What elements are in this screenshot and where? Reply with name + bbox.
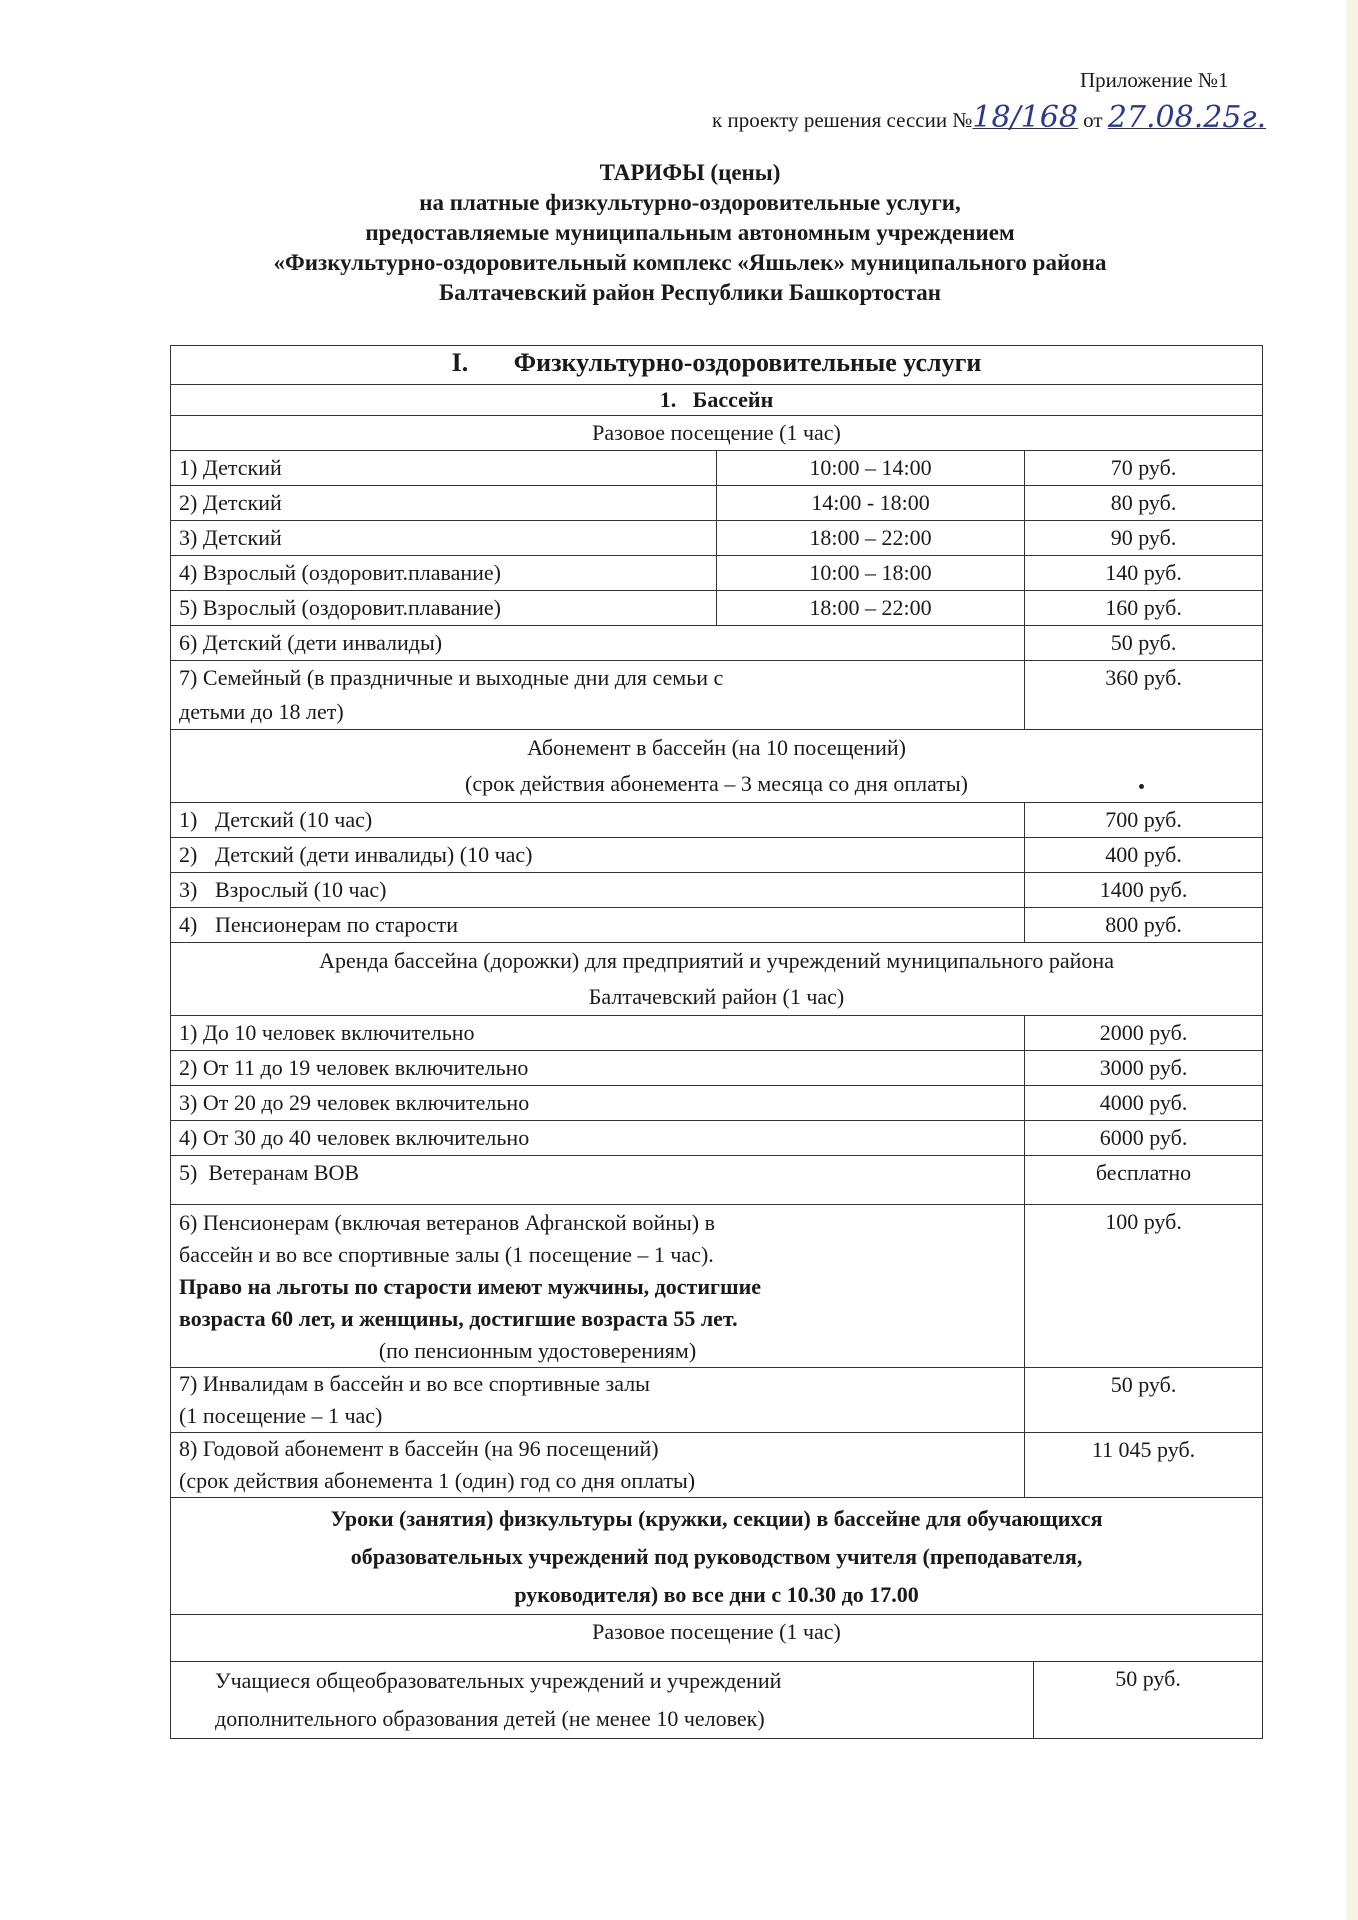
row-text: Детский (10 час)	[215, 807, 373, 832]
row-number: 4)	[179, 912, 198, 937]
rental-heading	[171, 943, 1263, 1016]
document-title	[160, 158, 1220, 308]
table-row	[171, 521, 1263, 556]
rental-heading-line-2: Балтачевский район (1 час)	[588, 984, 845, 1009]
section-header-row	[171, 346, 1263, 385]
title-line-5: Балтачевский район Республики Башкортостан	[439, 280, 941, 305]
subscription-heading	[171, 730, 1263, 803]
row-price: 1400 руб.	[1025, 873, 1263, 908]
row-label: 1) Детский	[171, 451, 717, 486]
pensioners-bold-line-2: возраста 60 лет, и женщины, достигшие возраста 55 лет.	[179, 1306, 738, 1331]
table-row	[171, 1121, 1263, 1156]
row-label: 5) Ветеранам ВОВ	[171, 1156, 1025, 1205]
annual-line-2: (срок действия абонемента 1 (один) год со дня оплаты)	[179, 1468, 696, 1493]
row-label: 1) До 10 человек включительно	[171, 1016, 1025, 1051]
table-row	[171, 1051, 1263, 1086]
table-row	[171, 873, 1263, 908]
row-label-line-2: детьми до 18 лет)	[179, 699, 344, 724]
row-label: 2) От 11 до 19 человек включительно	[171, 1051, 1025, 1086]
title-line-2: на платные физкультурно-оздоровительные услуги,	[419, 190, 961, 215]
subscription-heading-line-1: Абонемент в бассейн (на 10 посещений)	[527, 735, 906, 760]
rental-heading-row	[171, 943, 1263, 1016]
row-price: 50 руб.	[1025, 626, 1263, 661]
scan-speck	[1139, 784, 1144, 789]
lessons-single-visit-heading: Разовое посещение (1 час)	[171, 1615, 1263, 1662]
pensioners-line-1: 6) Пенсионерам (включая ветеранов Афганской войны) в	[179, 1210, 716, 1235]
pensioners-label	[171, 1205, 1025, 1368]
subscription-heading-row	[171, 730, 1263, 803]
table-row	[171, 1016, 1263, 1051]
row-label	[171, 908, 1025, 943]
row-label: 4) От 30 до 40 человек включительно	[171, 1121, 1025, 1156]
single-visit-heading: Разовое посещение (1 час)	[171, 416, 1263, 451]
row-price: 140 руб.	[1025, 556, 1263, 591]
section-title: I. Физкультурно-оздоровительные услуги	[171, 346, 1263, 385]
lessons-single-visit-heading-row	[171, 1615, 1263, 1662]
row-text: Пенсионерам по старости	[215, 912, 459, 937]
row-price: 50 руб.	[1025, 1368, 1263, 1433]
students-line-2: дополнительного образования детей (не менее 10 человек)	[215, 1706, 765, 1731]
row-label: 5) Взрослый (оздоровит.плавание)	[171, 591, 717, 626]
row-price: 80 руб.	[1025, 486, 1263, 521]
appendix-label: Приложение №1	[1080, 68, 1229, 92]
disabled-label	[171, 1368, 1025, 1433]
pool-title: 1. Бассейн	[171, 385, 1263, 416]
disabled-line-1: 7) Инвалидам в бассейн и во все спортивные залы	[179, 1371, 650, 1396]
table-row	[171, 1662, 1263, 1739]
row-price: 400 руб.	[1025, 838, 1263, 873]
row-label	[171, 838, 1025, 873]
row-time: 18:00 – 22:00	[717, 521, 1025, 556]
lessons-heading-line-3: руководителя) во все дни с 10.30 до 17.00	[514, 1582, 919, 1607]
pensioners-bold-line-1: Право на льготы по старости имеют мужчины, достигшие	[179, 1274, 762, 1299]
row-price: бесплатно	[1025, 1156, 1263, 1205]
row-label: 3) От 20 до 29 человек включительно	[171, 1086, 1025, 1121]
title-line-1	[160, 158, 1220, 188]
session-number-handwritten: 18/168	[972, 100, 1078, 135]
row-time: 10:00 – 14:00	[717, 451, 1025, 486]
date-handwritten: 27.08.25г.	[1107, 100, 1267, 135]
row-text: Взрослый (10 час)	[215, 877, 387, 902]
row-label	[171, 873, 1025, 908]
lessons-heading-line-1: Уроки (занятия) физкультуры (кружки, секции) в бассейне для обучающихся	[330, 1506, 1103, 1531]
table-row	[171, 1205, 1263, 1368]
row-price: 100 руб.	[1025, 1205, 1263, 1368]
tariffs-table	[170, 345, 1263, 1739]
rental-heading-line-1: Аренда бассейна (дорожки) для предприятий и учреждений муниципального района	[319, 948, 1114, 973]
row-price: 700 руб.	[1025, 803, 1263, 838]
table-row	[171, 838, 1263, 873]
pool-header-row	[171, 385, 1263, 416]
annual-label	[171, 1433, 1025, 1498]
project-reference	[712, 100, 1266, 135]
row-label: 3) Детский	[171, 521, 717, 556]
table-row	[171, 486, 1263, 521]
row-label-line-1: 7) Семейный (в праздничные и выходные дни для семьи с	[179, 665, 724, 690]
disabled-line-2: (1 посещение – 1 час)	[179, 1403, 383, 1428]
row-time: 10:00 – 18:00	[717, 556, 1025, 591]
row-price: 3000 руб.	[1025, 1051, 1263, 1086]
annual-line-1: 8) Годовой абонемент в бассейн (на 96 посещений)	[179, 1436, 659, 1461]
row-price: 2000 руб.	[1025, 1016, 1263, 1051]
from-label: от	[1083, 108, 1103, 132]
students-label	[171, 1662, 1034, 1739]
table-row	[171, 1368, 1263, 1433]
title-paren: (цены)	[710, 160, 781, 185]
row-label: 6) Детский (дети инвалиды)	[171, 626, 1025, 661]
table-row	[171, 626, 1263, 661]
row-number: 3)	[179, 877, 198, 902]
title-main: ТАРИФЫ	[599, 160, 705, 185]
document-header	[600, 62, 1340, 135]
row-text: Детский (дети инвалиды) (10 час)	[215, 842, 533, 867]
row-price: 360 руб.	[1025, 661, 1263, 730]
row-label	[171, 803, 1025, 838]
row-label: 2) Детский	[171, 486, 717, 521]
single-visit-heading-row	[171, 416, 1263, 451]
row-time: 18:00 – 22:00	[717, 591, 1025, 626]
lessons-heading-line-2: образовательных учреждений под руководством учителя (преподавателя,	[350, 1544, 1083, 1569]
row-price: 160 руб.	[1025, 591, 1263, 626]
row-number: 2)	[179, 842, 198, 867]
title-line-3: предоставляемые муниципальным автономным учреждением	[365, 220, 1015, 245]
title-line-4: «Физкультурно-оздоровительный комплекс «Яшьлек» муниципального района	[273, 250, 1107, 275]
row-price: 90 руб.	[1025, 521, 1263, 556]
table-row	[171, 1086, 1263, 1121]
row-label: 4) Взрослый (оздоровит.плавание)	[171, 556, 717, 591]
project-prefix: к проекту решения сессии №	[712, 108, 973, 132]
table-row	[171, 661, 1263, 730]
row-price: 70 руб.	[1025, 451, 1263, 486]
row-price: 50 руб.	[1034, 1662, 1263, 1739]
table-row	[171, 803, 1263, 838]
table-row	[171, 591, 1263, 626]
students-line-1: Учащиеся общеобразовательных учреждений и учреждений	[215, 1668, 782, 1693]
row-price: 4000 руб.	[1025, 1086, 1263, 1121]
lessons-heading	[171, 1498, 1263, 1615]
row-price: 11 045 руб.	[1025, 1433, 1263, 1498]
table-row	[171, 1433, 1263, 1498]
lessons-heading-row	[171, 1498, 1263, 1615]
paper-edge-strip	[1346, 0, 1358, 1920]
row-time: 14:00 - 18:00	[717, 486, 1025, 521]
row-price: 6000 руб.	[1025, 1121, 1263, 1156]
row-price: 800 руб.	[1025, 908, 1263, 943]
pensioners-line-2: бассейн и во все спортивные залы (1 посещение – 1 час).	[179, 1242, 714, 1267]
table-row	[171, 451, 1263, 486]
row-number: 1)	[179, 807, 198, 832]
subscription-heading-line-2: (срок действия абонемента – 3 месяца со дня оплаты)	[465, 771, 968, 796]
row-label	[171, 661, 1025, 730]
table-row	[171, 556, 1263, 591]
table-row	[171, 1156, 1263, 1205]
table-row	[171, 908, 1263, 943]
pensioners-note: (по пенсионным удостоверениям)	[378, 1338, 697, 1363]
